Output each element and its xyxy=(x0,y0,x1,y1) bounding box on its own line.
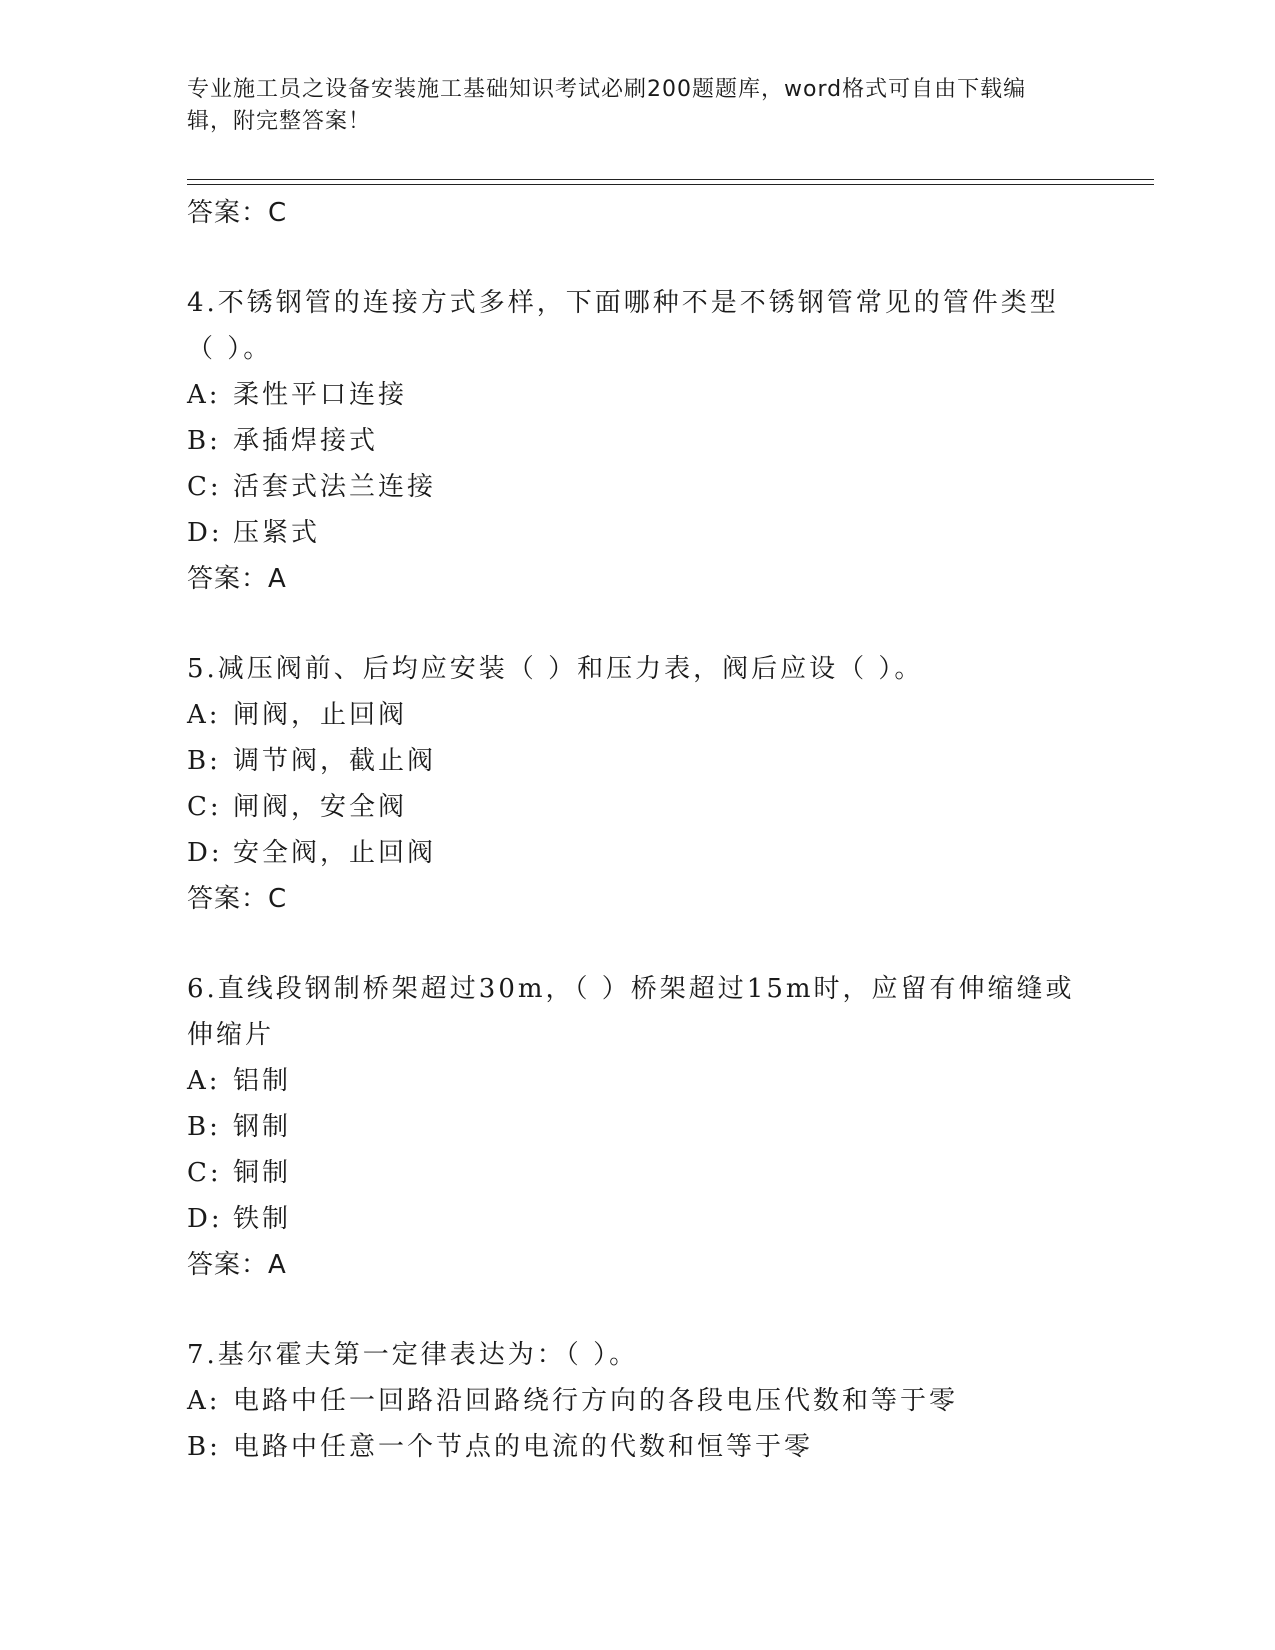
option-text: 钢制 xyxy=(233,1112,292,1142)
question-text: 5.减压阀前、后均应安装（ ）和压力表，阀后应设（ ）。 xyxy=(187,654,924,684)
option-b xyxy=(187,1424,1087,1470)
option-text: 柔性平口连接 xyxy=(233,380,408,410)
question-text: 7.基尔霍夫第一定律表达为：（ ）。 xyxy=(187,1340,639,1370)
option-key: D: xyxy=(187,838,223,868)
option-key: C: xyxy=(187,1158,222,1188)
option-a xyxy=(187,372,1087,418)
answer-line: 答案：C xyxy=(187,884,288,914)
header-divider-bottom xyxy=(187,184,1154,185)
document-header: 专业施工员之设备安装施工基础知识考试必刷200题题库，word格式可自由下载编辑，附完整答案！ xyxy=(187,77,1027,134)
option-text: 承插焊接式 xyxy=(233,426,379,456)
option-key: A: xyxy=(187,1066,221,1096)
option-d xyxy=(187,830,1087,876)
option-d xyxy=(187,510,1087,556)
option-text: 压紧式 xyxy=(233,518,321,548)
option-key: B: xyxy=(187,746,221,776)
option-b xyxy=(187,418,1087,464)
option-a xyxy=(187,1058,1087,1104)
option-text: 闸阀，止回阀 xyxy=(233,700,408,730)
option-c xyxy=(187,464,1087,510)
option-key: B: xyxy=(187,1112,221,1142)
option-b xyxy=(187,738,1087,784)
question-block xyxy=(187,646,1087,922)
option-a xyxy=(187,692,1087,738)
option-key: A: xyxy=(187,1386,221,1416)
option-text: 安全阀，止回阀 xyxy=(233,838,437,868)
answer-line: 答案：A xyxy=(187,564,287,594)
option-text: 电路中任一回路沿回路绕行方向的各段电压代数和等于零 xyxy=(233,1386,959,1416)
option-key: A: xyxy=(187,380,221,410)
option-key: C: xyxy=(187,792,222,822)
option-text: 活套式法兰连接 xyxy=(233,472,437,502)
answer-line: 答案：A xyxy=(187,1250,287,1280)
option-a xyxy=(187,1378,1087,1424)
question-block xyxy=(187,1332,1087,1470)
option-c xyxy=(187,784,1087,830)
option-text: 铝制 xyxy=(233,1066,292,1096)
option-text: 闸阀，安全阀 xyxy=(233,792,408,822)
question-list xyxy=(187,190,1087,1470)
option-text: 铁制 xyxy=(233,1204,292,1234)
option-text: 铜制 xyxy=(233,1158,292,1188)
header-divider-top xyxy=(187,179,1154,180)
option-text: 调节阀，截止阀 xyxy=(233,746,437,776)
question-text: 4.不锈钢管的连接方式多样，下面哪种不是不锈钢管常见的管件类型（ ）。 xyxy=(187,288,1059,364)
option-d xyxy=(187,1196,1087,1242)
option-text: 电路中任意一个节点的电流的代数和恒等于零 xyxy=(233,1432,814,1462)
option-key: D: xyxy=(187,1204,223,1234)
option-c xyxy=(187,1150,1087,1196)
option-key: D: xyxy=(187,518,223,548)
option-key: B: xyxy=(187,426,221,456)
answer-line: 答案：C xyxy=(187,198,288,228)
question-block xyxy=(187,280,1087,602)
option-key: A: xyxy=(187,700,221,730)
question-block xyxy=(187,966,1087,1288)
option-key: C: xyxy=(187,472,222,502)
option-key: B: xyxy=(187,1432,221,1462)
question-text: 6.直线段钢制桥架超过30m，（ ）桥架超过15m时，应留有伸缩缝或伸缩片 xyxy=(187,974,1075,1050)
option-b xyxy=(187,1104,1087,1150)
